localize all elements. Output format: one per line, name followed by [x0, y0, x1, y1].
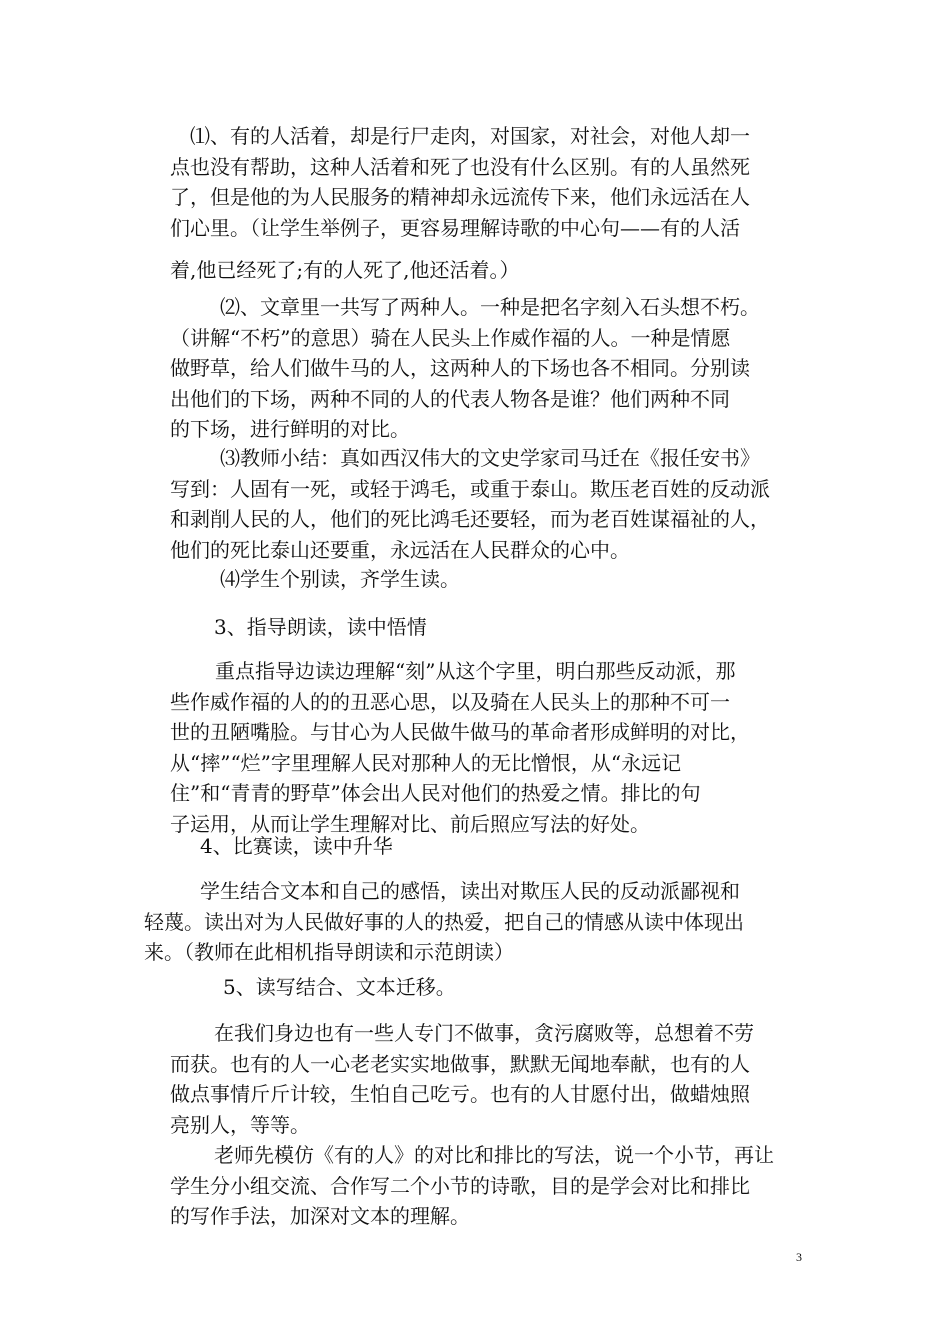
paragraph-line: 了，但是他的为人民服务的精神却永远流传下来，他们永远活在人: [170, 185, 750, 209]
section-heading: 5、读写结合、文本迁移。: [223, 975, 456, 999]
paragraph-line: 着,他已经死了;有的人死了,他还活着。）: [170, 258, 520, 282]
paragraph-2: [170, 292, 760, 445]
paragraph-8: [144, 876, 744, 968]
paragraph-3: [170, 443, 770, 565]
paragraph-line: 出他们的下场，两种不同的人的代表人物各是谁？他们两种不同: [170, 386, 730, 411]
section-heading: 3、指导朗读，读中悟情: [214, 615, 427, 639]
paragraph-line: 住”和“青青的野草”体会出人民对他们的热爱之情。排比的句: [170, 781, 701, 805]
paragraph-4: [220, 564, 460, 595]
paragraph-line: ⑷学生个别读，齐学生读。: [220, 567, 460, 591]
section-heading-5: [223, 972, 456, 1003]
paragraph-line: 在我们身边也有一些人专门不做事，贪污腐败等，总想着不劳: [214, 1021, 754, 1045]
paragraph-line: 做野草，给人们做牛马的人，这两种人的下场也各不相同。分别读: [170, 356, 750, 380]
paragraph-1: [170, 121, 750, 286]
paragraph-line: 的下场，进行鲜明的对比。: [170, 417, 410, 441]
paragraph-line: 轻蔑。读出对为人民做好事的人的热爱，把自己的情感从读中体现出: [144, 909, 744, 934]
paragraph-line: 而获。也有的人一心老老实实地做事，默默无闻地奉献，也有的人: [170, 1051, 750, 1076]
paragraph-line: 老师先模仿《有的人》的对比和排比的写法，说一个小节，再让: [214, 1143, 774, 1167]
paragraph-line: 们心里。（让学生举例子，更容易理解诗歌的中心句——有的人活: [170, 215, 740, 240]
paragraph-line: 些作威作福的人的的丑恶心思，以及骑在人民头上的那种不可一: [170, 689, 730, 714]
paragraph-line: 做点事情斤斤计较，生怕自己吃亏。也有的人甘愿付出，做蜡烛照: [170, 1082, 750, 1106]
section-heading: 4、比赛读，读中升华: [200, 834, 393, 858]
paragraph-line: 来。（教师在此相机指导朗读和示范朗读）: [144, 940, 514, 964]
section-heading-3: [214, 612, 427, 643]
paragraph-line: ⑵、文章里一共写了两种人。一种是把名字刻入石头想不朽。: [220, 295, 760, 319]
paragraph-line: （讲解“不朽”的意思）骑在人民头上作威作福的人。一种是情愿: [170, 325, 731, 350]
paragraph-6: [170, 656, 750, 839]
paragraph-line: 亮别人，等等。: [170, 1112, 310, 1137]
paragraph-line: 和剥削人民的人，他们的死比鸿毛还要轻，而为老百姓谋福祉的人，: [170, 507, 770, 531]
paragraph-line: 重点指导边读边理解“刻”从这个字里，明白那些反动派，那: [215, 659, 736, 683]
paragraph-line: 学生分小组交流、合作写二个小节的诗歌，目的是学会对比和排比: [170, 1173, 750, 1198]
section-heading-4: [200, 831, 393, 862]
paragraph-line: ⑶教师小结：真如西汉伟大的文史学家司马迁在《报任安书》: [220, 446, 760, 470]
page-number: 3: [796, 1250, 802, 1264]
paragraph-line: 从“摔”“烂”字里理解人民对那种人的无比憎恨，从“永远记: [170, 750, 682, 775]
paragraph-10: [170, 1018, 754, 1140]
paragraph-line: 子运用，从而让学生理解对比、前后照应写法的好处。: [170, 811, 650, 836]
paragraph-line: 他们的死比泰山还要重，永远活在人民群众的心中。: [170, 537, 630, 562]
paragraph-11: [170, 1140, 774, 1232]
paragraph-line: 点也没有帮助，这种人活着和死了也没有什么区别。有的人虽然死: [170, 154, 750, 179]
paragraph-line: 写到：人固有一死，或轻于鸿毛，或重于泰山。欺压老百姓的反动派: [170, 476, 770, 501]
paragraph-line: ⑴、有的人活着，却是行尸走肉，对国家，对社会，对他人却一: [190, 124, 750, 148]
paragraph-line: 学生结合文本和自己的感悟，读出对欺压人民的反动派鄙视和: [200, 879, 740, 903]
paragraph-line: 的写作手法，加深对文本的理解。: [170, 1204, 470, 1228]
paragraph-line: 世的丑陋嘴脸。与甘心为人民做牛做马的革命者形成鲜明的对比，: [170, 720, 750, 744]
